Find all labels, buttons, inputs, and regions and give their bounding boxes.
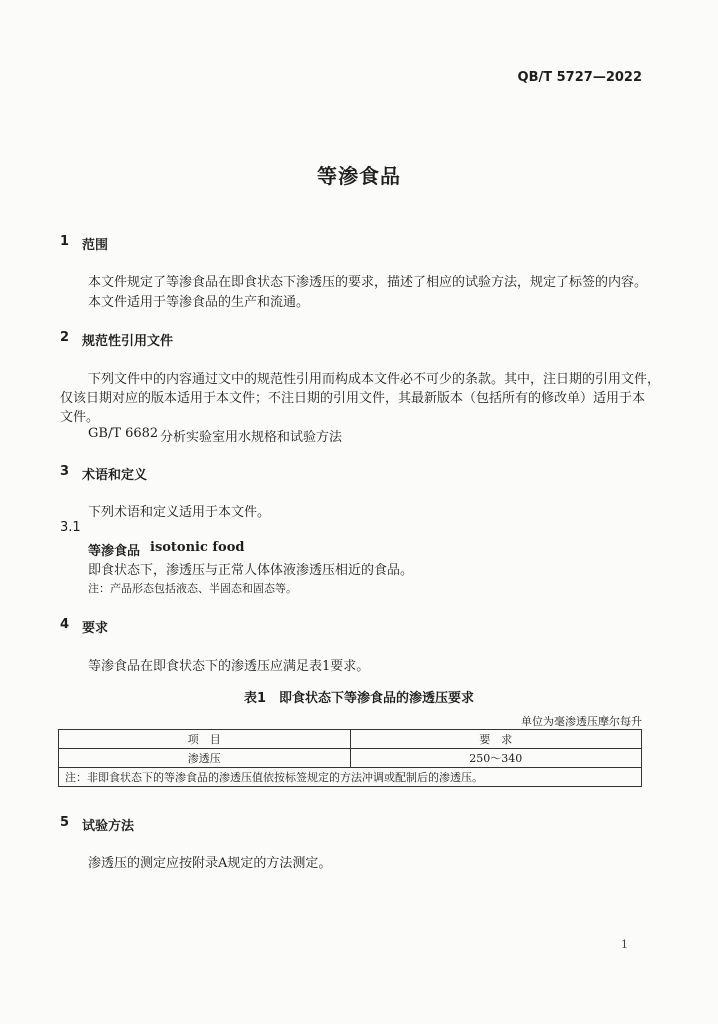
table-title: 表1 即食状态下等渗食品的渗透压要求 bbox=[243, 691, 475, 706]
table-header-requirement: 要 求 bbox=[350, 730, 642, 749]
section-2-paragraph-line-1: 下列文件中的内容通过文中的规范性引用而构成本文件必不可少的条款。其中，注日期的引用文件， bbox=[88, 372, 661, 387]
document-title: 等渗食品 bbox=[317, 164, 401, 188]
section-1-paragraph-2: 本文件适用于等渗食品的生产和流通。 bbox=[88, 295, 310, 310]
section-2-paragraph-line-2: 仅该日期对应的版本适用于本文件；不注日期的引用文件，其最新版本（包括所有的修改单）适用于本 bbox=[60, 391, 646, 406]
normative-reference-title: 分析实验室用水规格和试验方法 bbox=[160, 430, 343, 445]
table-note: 注：非即食状态下的等渗食品的渗透压值依按标签规定的方法冲调或配制后的渗透压。 bbox=[59, 768, 642, 787]
section-4-number: 4 bbox=[60, 617, 70, 632]
section-4-title: 要求 bbox=[82, 621, 109, 636]
term-chinese: 等渗食品 bbox=[88, 544, 141, 559]
section-3-paragraph-1: 下列术语和定义适用于本文件。 bbox=[88, 505, 271, 520]
page-number: 1 bbox=[621, 938, 628, 951]
table-unit: 单位为毫渗透压摩尔每升 bbox=[521, 715, 642, 728]
table-cell-requirement: 250～340 bbox=[350, 749, 642, 768]
section-5-title: 试验方法 bbox=[82, 819, 135, 834]
section-1-number: 1 bbox=[60, 234, 70, 249]
section-1-title: 范围 bbox=[82, 238, 109, 253]
standard-number: QB/T 5727—2022 bbox=[517, 70, 642, 85]
table-row bbox=[59, 749, 642, 768]
table-cell-item: 渗透压 bbox=[59, 749, 351, 768]
section-3-title: 术语和定义 bbox=[82, 468, 148, 483]
term-note: 注：产品形态包括液态、半固态和固态等。 bbox=[88, 582, 297, 595]
table-note-row bbox=[59, 768, 642, 787]
term-english: isotonic food bbox=[150, 540, 245, 555]
table-header-row bbox=[59, 730, 642, 749]
section-5-paragraph-1: 渗透压的测定应按附录A规定的方法测定。 bbox=[88, 856, 332, 871]
section-1-paragraph-1: 本文件规定了等渗食品在即食状态下渗透压的要求，描述了相应的试验方法，规定了标签的内容。 bbox=[88, 275, 648, 290]
term-number: 3.1 bbox=[60, 520, 81, 535]
section-2-number: 2 bbox=[60, 330, 70, 345]
section-5-number: 5 bbox=[60, 815, 70, 830]
term-definition: 即食状态下，渗透压与正常人体体液渗透压相近的食品。 bbox=[88, 563, 414, 578]
normative-reference-code: GB/T 6682 bbox=[88, 426, 159, 441]
section-2-paragraph-line-3: 文件。 bbox=[60, 410, 100, 425]
section-3-number: 3 bbox=[60, 464, 70, 479]
section-4-paragraph-1: 等渗食品在即食状态下的渗透压应满足表1要求。 bbox=[88, 659, 370, 674]
requirements-table bbox=[58, 729, 642, 787]
section-2-title: 规范性引用文件 bbox=[82, 334, 174, 349]
table-header-item: 项 目 bbox=[59, 730, 351, 749]
